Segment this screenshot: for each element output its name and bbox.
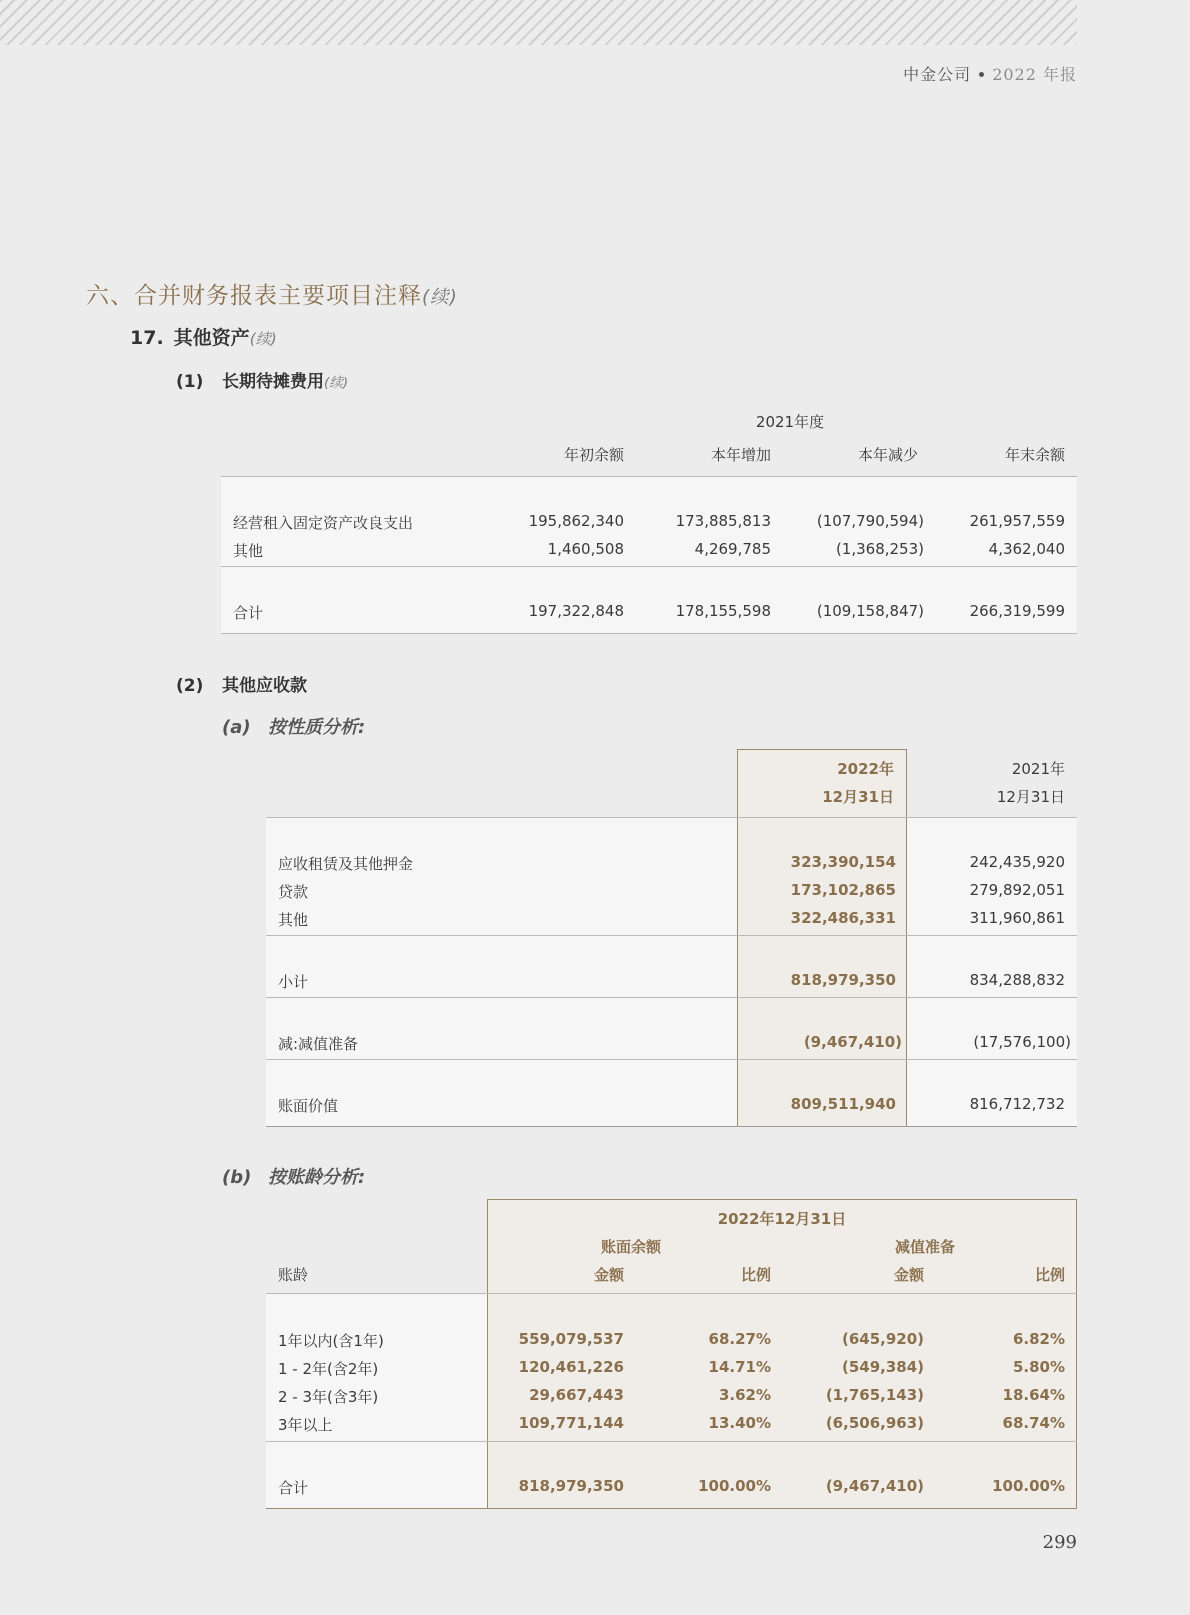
t2-col1-line2: 12月31日 — [822, 788, 894, 806]
t2-row2-label: 贷款 — [278, 883, 309, 901]
t3-row3-v1: 29,667,443 — [529, 1386, 624, 1404]
t3-row1-v2: 68.27% — [708, 1330, 771, 1348]
t3-rowhead-aging: 账龄 — [278, 1266, 309, 1284]
t1-total-v3: (109,158,847) — [816, 602, 924, 620]
t1-row2-v3: (1,368,253) — [835, 540, 924, 558]
t3-row3-v4: 18.64% — [1002, 1386, 1065, 1404]
t3-row3-label: 2 - 3年(含3年) — [278, 1388, 379, 1406]
t1-total-v1: 197,322,848 — [528, 602, 624, 620]
t2-shade-top-border — [737, 749, 907, 750]
t2-row1-label: 应收租赁及其他押金 — [278, 855, 414, 873]
t2-row1-v2: 242,435,920 — [969, 853, 1065, 871]
t2-shade-right-border — [906, 749, 907, 1126]
t3-col-amount1: 金额 — [593, 1266, 624, 1284]
t3-row2-label: 1 - 2年(含2年) — [278, 1360, 379, 1378]
separator-dot — [979, 72, 984, 77]
t1-total-v2: 178,155,598 — [675, 602, 771, 620]
t3-row4-v3: (6,506,963) — [825, 1414, 924, 1432]
t3-total-label: 合计 — [278, 1479, 309, 1497]
t3-total-v3: (9,467,410) — [825, 1477, 924, 1495]
t1-col-closing: 年末余额 — [1004, 446, 1065, 464]
t2-net-v2: 816,712,732 — [969, 1095, 1065, 1113]
t3-row1-v3: (645,920) — [841, 1330, 924, 1348]
t1-row1-v3: (107,790,594) — [816, 512, 924, 530]
subitem-b-title: (b) 按账龄分析: — [222, 1167, 366, 1188]
t2-subtotal-v1: 818,979,350 — [790, 971, 896, 989]
t3-shade-left-border — [487, 1199, 488, 1508]
t2-row3-v1: 322,486,331 — [790, 909, 896, 927]
subitem-a-title: (a) 按性质分析: — [222, 717, 366, 738]
t2-less-v1: (9,467,410) — [803, 1033, 902, 1051]
section-title: 六、合并财务报表主要项目注释(续) — [86, 283, 458, 309]
t3-bottom-rule — [266, 1508, 1077, 1509]
t1-col-opening: 年初余额 — [563, 446, 624, 464]
section-cont: (续) — [422, 287, 458, 308]
t3-group-impairment: 减值准备 — [894, 1238, 955, 1256]
page-number: 299 — [1042, 1532, 1077, 1553]
t1-bottom-rule — [221, 633, 1077, 634]
t3-total-rule — [266, 1441, 1077, 1442]
t3-shade-right-border — [1076, 1199, 1077, 1508]
t2-less-rule — [266, 997, 1077, 998]
t3-row1-label: 1年以内(含1年) — [278, 1332, 384, 1350]
t2-shade-left-border — [737, 749, 738, 1126]
t2-subtotal-rule — [266, 935, 1077, 936]
t3-row3-v3: (1,765,143) — [825, 1386, 924, 1404]
t2-col1-line1: 2022年 — [837, 760, 894, 778]
t2-col2-line1: 2021年 — [1011, 760, 1065, 778]
t3-header-rule — [266, 1293, 1077, 1294]
t1-row2-v1: 1,460,508 — [547, 540, 624, 558]
t3-shade-top-border — [487, 1199, 1077, 1200]
t3-row1-v4: 6.82% — [1012, 1330, 1065, 1348]
running-header — [903, 62, 1077, 85]
t3-row2-v2: 14.71% — [708, 1358, 771, 1376]
t3-row2-v1: 120,461,226 — [518, 1358, 624, 1376]
t2-net-rule — [266, 1059, 1077, 1060]
t1-col-reductions: 本年减少 — [857, 446, 918, 464]
t2-net-v1: 809,511,940 — [790, 1095, 896, 1113]
t2-row3-label: 其他 — [278, 911, 309, 929]
t2-less-label: 减:减值准备 — [278, 1035, 359, 1053]
t3-row4-label: 3年以上 — [278, 1416, 333, 1434]
t2-row2-v2: 279,892,051 — [969, 881, 1065, 899]
t1-total-label: 合计 — [233, 604, 264, 622]
company-name: 中金公司 — [903, 65, 972, 84]
t3-group-book-balance: 账面余额 — [600, 1238, 661, 1256]
item1-title: (1) 长期待摊费用(续) — [176, 372, 349, 392]
t3-total-v4: 100.00% — [992, 1477, 1065, 1495]
t3-total-v1: 818,979,350 — [518, 1477, 624, 1495]
t3-row4-v4: 68.74% — [1002, 1414, 1065, 1432]
subsection-title: 17. 其他资产(续) — [130, 327, 277, 349]
t3-col-ratio1: 比例 — [740, 1266, 771, 1284]
t2-less-v2: (17,576,100) — [973, 1033, 1071, 1051]
t2-row3-v2: 311,960,861 — [969, 909, 1065, 927]
t1-row1-v4: 261,957,559 — [969, 512, 1065, 530]
t3-row1-v1: 559,079,537 — [518, 1330, 624, 1348]
t2-subtotal-v2: 834,288,832 — [969, 971, 1065, 989]
item2-title: (2) 其他应收款 — [176, 676, 307, 696]
t3-row2-v3: (549,384) — [841, 1358, 924, 1376]
t2-header-rule — [266, 817, 1077, 818]
t2-subtotal-label: 小计 — [278, 973, 309, 991]
t1-row2-v2: 4,269,785 — [694, 540, 771, 558]
t3-row3-v2: 3.62% — [718, 1386, 771, 1404]
t3-row4-v1: 109,771,144 — [518, 1414, 624, 1432]
t1-row1-v1: 195,862,340 — [528, 512, 624, 530]
t2-col2-line2: 12月31日 — [996, 788, 1065, 806]
t1-row1-v2: 173,885,813 — [675, 512, 771, 530]
t2-bottom-rule — [266, 1126, 1077, 1127]
t2-net-label: 账面价值 — [278, 1097, 339, 1115]
t1-col-additions: 本年增加 — [710, 446, 771, 464]
t3-col-ratio2: 比例 — [1034, 1266, 1065, 1284]
t3-row4-v2: 13.40% — [708, 1414, 771, 1432]
report-year: 2022 年报 — [992, 65, 1077, 84]
t3-col-amount2: 金额 — [893, 1266, 924, 1284]
header-hatch-band — [0, 0, 1077, 45]
t1-row2-label: 其他 — [233, 542, 264, 560]
t3-total-v2: 100.00% — [698, 1477, 771, 1495]
table1-panel — [221, 477, 1077, 633]
t1-total-rule — [221, 566, 1077, 567]
t2-row2-v1: 173,102,865 — [790, 881, 896, 899]
t3-date: 2022年12月31日 — [717, 1210, 847, 1228]
t3-row2-v4: 5.80% — [1012, 1358, 1065, 1376]
t1-row2-v4: 4,362,040 — [988, 540, 1065, 558]
t1-total-v4: 266,319,599 — [969, 602, 1065, 620]
t1-period: 2021年度 — [755, 413, 825, 431]
t1-header-rule — [221, 476, 1077, 477]
t1-row1-label: 经营租入固定资产改良支出 — [233, 514, 414, 532]
t2-row1-v1: 323,390,154 — [790, 853, 896, 871]
